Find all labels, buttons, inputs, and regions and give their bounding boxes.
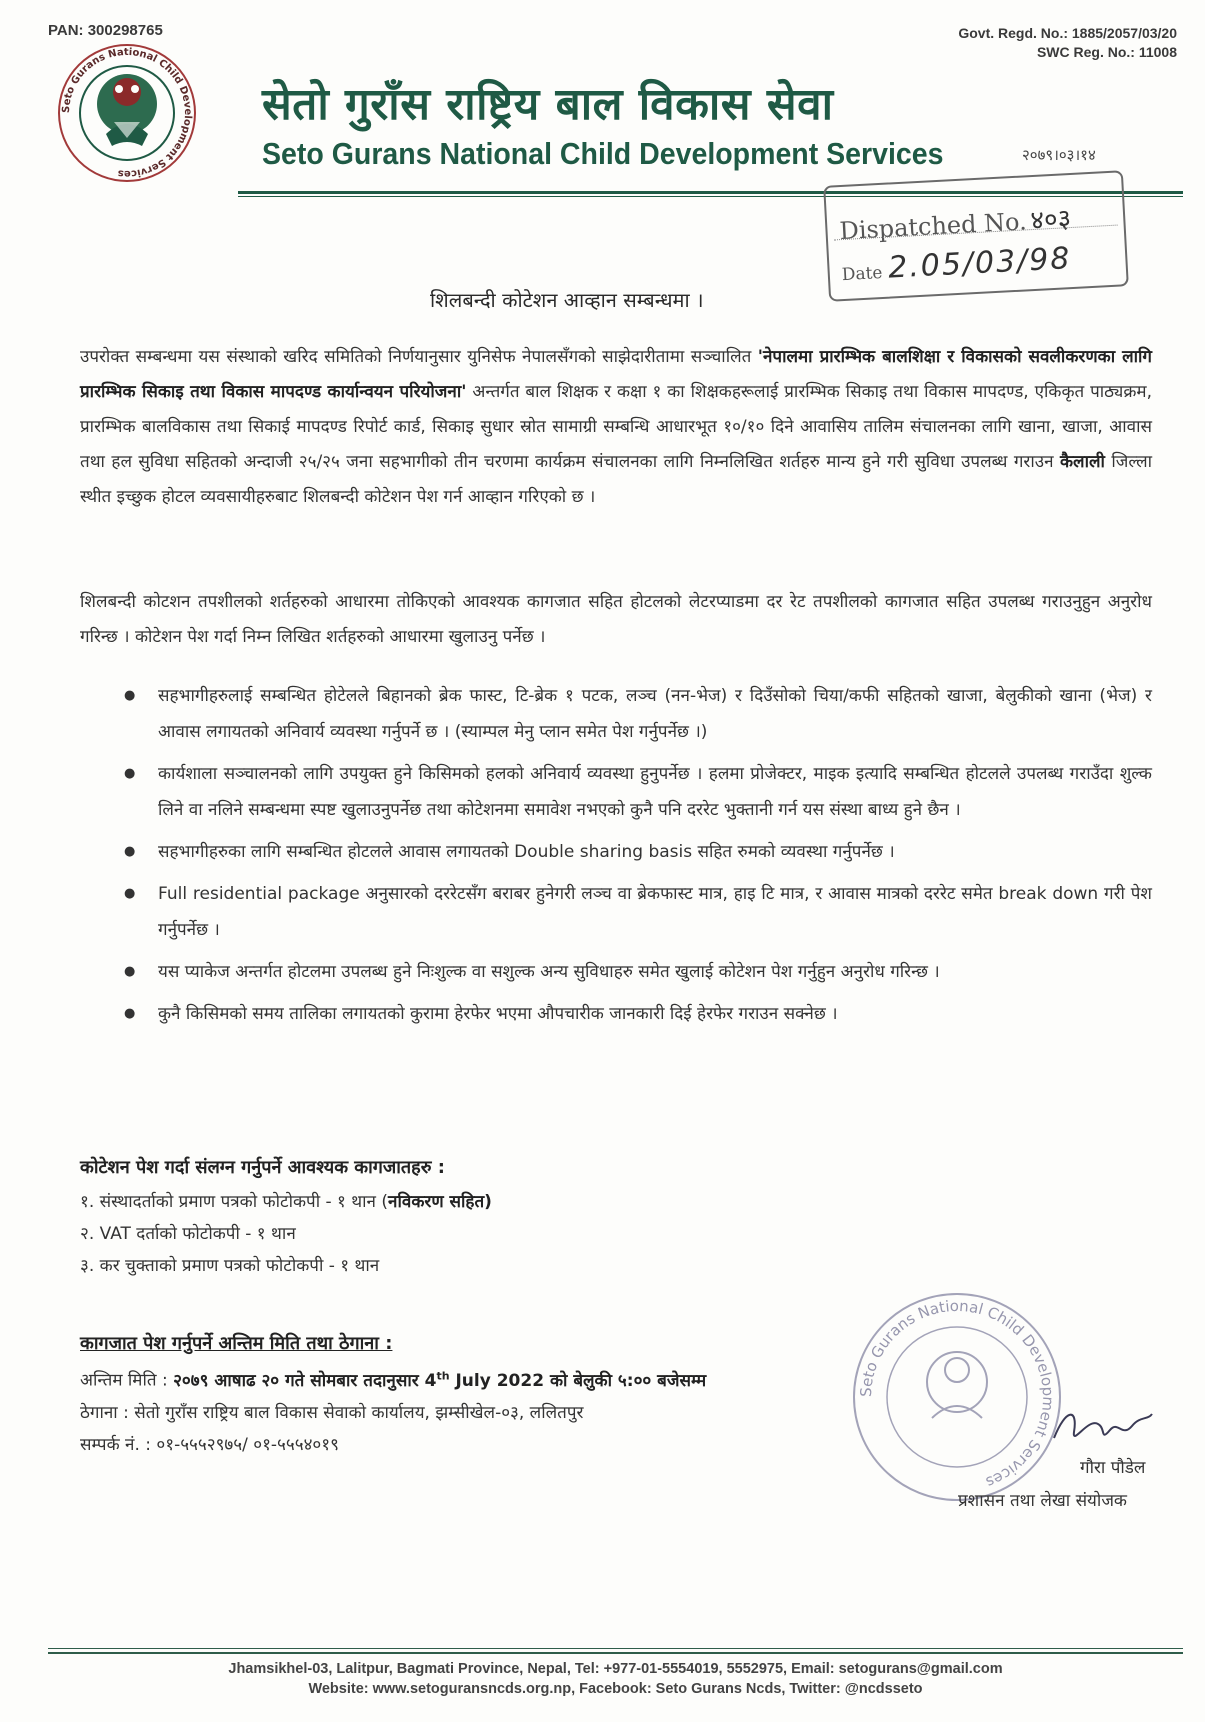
required-docs-list [80, 1186, 492, 1282]
deadline-contact: सम्पर्क नं. : ०१-५५५२९७५/ ०१-५५५४०१९ [80, 1434, 339, 1455]
required-doc-item: ३. कर चुक्ताको प्रमाण पत्रको फोटोकपी - १ थान [80, 1256, 380, 1276]
dispatch-date: 2.05/03/98 [887, 241, 1073, 286]
dispatch-date-line [841, 241, 1073, 288]
signatory-position: प्रशासन तथा लेखा संयोजक [958, 1491, 1127, 1511]
dispatch-label: Dispatched No. [838, 207, 1028, 246]
logo-ring-text: Seto Gurans National Child Development Services [60, 46, 194, 180]
deadline-details [80, 1360, 706, 1461]
org-title-english: Seto Gurans National Child Development Services [262, 136, 944, 171]
district-name: कैलाली [1060, 452, 1105, 472]
swc-reg-number: SWC Reg. No.: 11008 [1036, 44, 1177, 60]
signatory-name: गौरा पौडेल [1080, 1458, 1146, 1478]
condition-item: ● सहभागीहरुलाई सम्बन्धित होटेलले बिहानको ब्रेक फास्ट, टि-ब्रेक १ पटक, लञ्च (नन-भेज) र दिउँसोको चिया/कफी सहितको खाजा, बेलुकीको खाना (भेज) र आवास लगायतको अनिवार्य व्यवस्था गर्नुपर्ने छ । (स्याम्पल मेनु प्लान समेत पेश गर्नुपर्नेछ ।) [120, 678, 1152, 750]
deadline-title: कागजात पेश गर्नुपर्ने अन्तिम मिति तथा ठेगाना : [80, 1333, 393, 1354]
deadline-date-line [80, 1360, 706, 1397]
deadline-date-part1: २०७९ आषाढ २० गते सोमबार तदानुसार 4 [173, 1370, 437, 1391]
registration-numbers [958, 24, 1177, 62]
org-title-nepali: सेतो गुराँस राष्ट्रिय बाल विकास सेवा [262, 79, 834, 130]
header-date: २०७९।०३।१४ [1022, 146, 1096, 164]
footer-contact [48, 1659, 1183, 1699]
deadline-date-part2: July 2022 को बेलुकी ५:०० बजेसम्म [449, 1370, 707, 1391]
deadline-date-label: अन्तिम मिति : [80, 1370, 174, 1391]
required-doc-item-text: १. संस्थादर्ताको प्रमाण पत्रको फोटोकपी - १ थान ( [80, 1192, 389, 1212]
required-doc-item-bold: नविकरण सहित) [388, 1192, 492, 1212]
conditions-list [120, 678, 1152, 1038]
letter-subject: शिलबन्दी कोटेशन आव्हान सम्बन्धमा । [430, 288, 704, 312]
condition-item: ● सहभागीहरुका लागि सम्बन्धित होटलले आवास लगायतको Double sharing basis सहित रुमको व्यवस्था गर्नुपर्नेछ । [120, 834, 1152, 870]
dispatch-number-line [839, 199, 1072, 247]
required-doc-item [80, 1186, 492, 1218]
govt-regd-number: Govt. Regd. No.: 1885/2057/03/20 [958, 25, 1177, 41]
intro-part2: अन्तर्गत बाल शिक्षक र कक्षा १ का शिक्षकहरूलाई प्रारम्भिक सिकाइ तथा विकास मापदण्ड, एकिकृत पाठ्यक्रम, प्रारम्भिक बालविकास तथा सिकाई मापदण्ड रिपोर्ट कार्ड, सिकाइ सुधार स्रोत सामाग्री सम्बन्धि आधारभूत १०/१० दिने आवासिय तालिम संचालनका लागि खाना, खाजा, आवास तथा हल सुविधा सहितको अन्दाजी २५/२५ जना सहभागीको तीन चरणमा कार्यक्रम संचालनका लागि निम्नलिखित शर्तहरु मान्य हुने गरी सुविधा उपलब्ध गराउन [80, 382, 1152, 472]
signature-mark [1048, 1398, 1158, 1458]
seal-ring-text: Seto Gurans National Child Development Services [856, 1296, 1058, 1492]
footer-divider-thin [48, 1648, 1183, 1649]
condition-item: ● कार्यशाला सञ्चालनको लागि उपयुक्त हुने किसिमको हलको अनिवार्य व्यवस्था हुनुपर्नेछ । हलमा प्रोजेक्टर, माइक इत्यादि सम्बन्धित होटलले उपलब्ध गराउँदा शुल्क लिने वा नलिने सम्बन्धमा स्पष्ट खुलाउनुपर्नेछ तथा कोटेशनमा समावेश नभएको कुनै पनि दररेट भुक्तानी गर्न यस संस्था बाध्य हुने छैन । [120, 756, 1152, 828]
footer-web-line: Website: www.setoguransncds.org.np, Facebook: Seto Gurans Ncds, Twitter: @ncdsseto [308, 1681, 923, 1697]
condition-item: ● कुनै किसिमको समय तालिका लगायतको कुरामा हेरफेर भएमा औपचारीक जानकारी दिई हेरफेर गराउन सक्नेछ । [120, 996, 1152, 1032]
required-docs-title: कोटेशन पेश गर्दा संलग्न गर्नुपर्ने आवश्यक कागजातहरु : [80, 1157, 445, 1178]
deadline-date-value [173, 1371, 706, 1391]
project-name: 'नेपालमा प्रारम्भिक बालशिक्षा र विकासको सवलीकरणका लागि प्रारम्भिक सिकाइ तथा विकास मापदण्ड कार्यान्वयन परियोजना' [80, 347, 1152, 402]
condition-item: ● Full residential package अनुसारको दररेटसँग बराबर हुनेगरी लञ्च वा ब्रेकफास्ट मात्र, हाइ टि मात्र, र आवास मात्रको दररेट समेत break down गरी पेश गर्नुपर्नेछ । [120, 876, 1152, 948]
required-doc-item: २. VAT दर्ताको फोटोकपी - १ थान [80, 1224, 296, 1244]
footer-divider [48, 1652, 1183, 1654]
deadline-date-sup: th [436, 1369, 450, 1382]
dispatch-stamp [823, 170, 1129, 302]
quotation-instructions-paragraph: शिलबन्दी कोटशन तपशीलको शर्तहरुको आधारमा तोकिएको आवश्यक कागजात सहित होटलको लेटरप्याडमा दर रेट तपशीलको कागजात सहित उपलब्ध गराउनुहुन अनुरोध गरिन्छ । कोटेशन पेश गर्दा निम्न लिखित शर्तहरुको आधारमा खुलाउनु पर्नेछ । [80, 592, 1152, 647]
organization-logo [56, 42, 198, 184]
deadline-address: ठेगाना : सेतो गुराँस राष्ट्रिय बाल विकास सेवाको कार्यालय, झम्सीखेल-०३, ललितपुर [80, 1402, 584, 1423]
intro-part3: जिल्ला स्थीत इच्छुक होटल व्यवसायीहरुबाट शिलबन्दी कोटेशन पेश गर्न आव्हान गरिएको छ । [80, 452, 1152, 507]
dispatch-date-label: Date [841, 262, 884, 286]
footer-address-line: Jhamsikhel-03, Lalitpur, Bagmati Province, Nepal, Tel: +977-01-5554019, 5552975, Email: setogurans@gmail.com [228, 1661, 1003, 1677]
dispatch-number: ४०३ [1029, 204, 1072, 237]
intro-paragraph [80, 340, 1152, 515]
condition-item: ● यस प्याकेज अन्तर्गत होटलमा उपलब्ध हुने निःशुल्क वा सशुल्क अन्य सुविधाहरु समेत खुलाई कोटेशन पेश गर्नुहुन अनुरोध गरिन्छ । [120, 954, 1152, 990]
pan-number: PAN: 300298765 [48, 22, 163, 39]
intro-part1: उपरोक्त सम्बन्धमा यस संस्थाको खरिद समितिको निर्णयानुसार युनिसेफ नेपालसँगको साझेदारीतामा सञ्चालित [80, 347, 758, 367]
organization-seal [850, 1290, 1064, 1504]
